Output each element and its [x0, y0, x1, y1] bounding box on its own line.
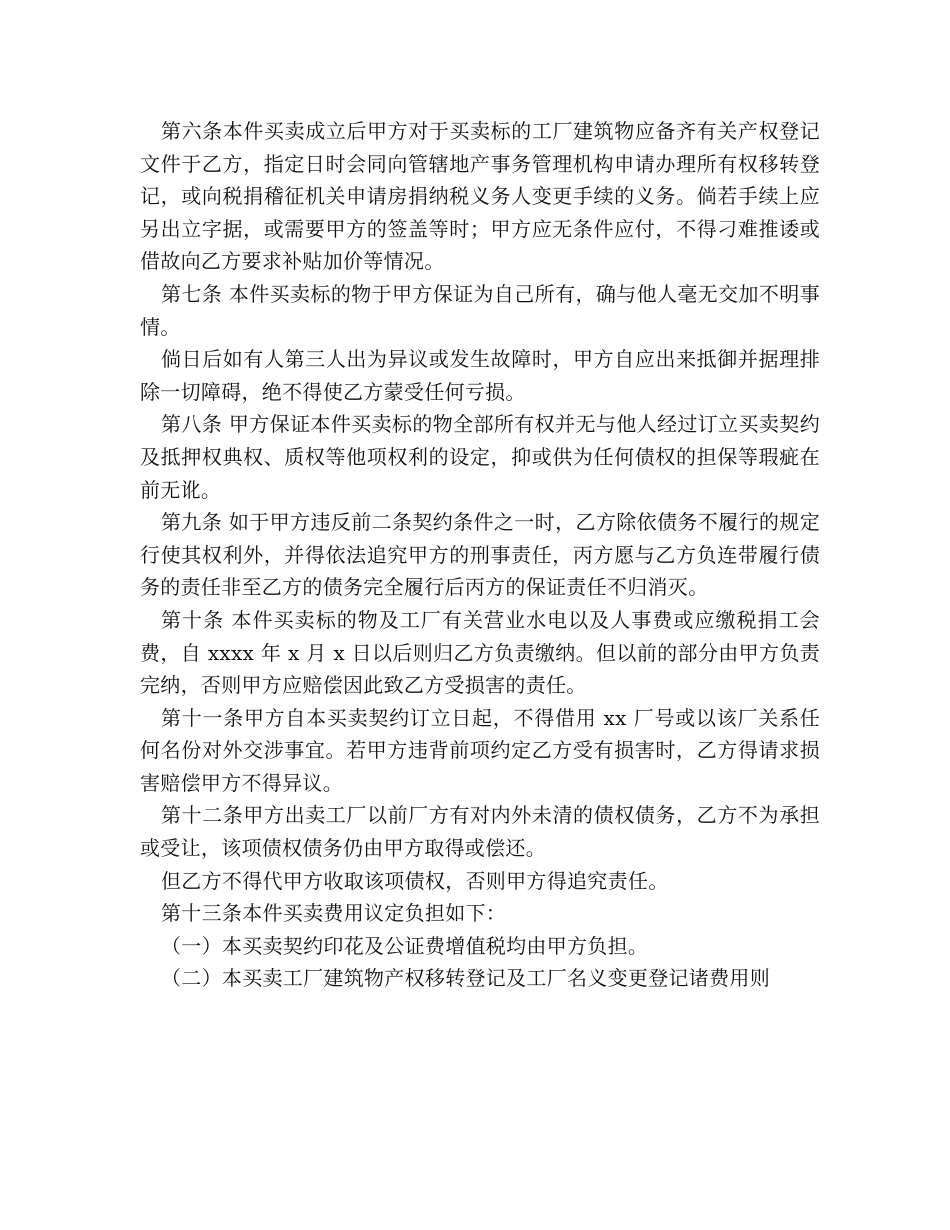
paragraph-article-10: 第十条 本件买卖标的物及工厂有关营业水电以及人事费或应缴税捐工会费，自 xxxx 年 x 月 x 日以后则归乙方负责缴纳。但以前的部分由甲方负责完纳，否则甲方应赔偿因此致乙方受损害的责任。	[140, 607, 820, 698]
paragraph-article-12-continued: 但乙方不得代甲方收取该项债权，否则甲方得追究责任。	[161, 868, 669, 893]
paragraph-article-8: 第八条 甲方保证本件买卖标的物全部所有权并无与他人经过订立买卖契约及抵押权典权、质权等他项权利的设定，抑或供为任何债权的担保等瑕疵在前无讹。	[140, 412, 820, 502]
paragraph-article-13-item-1: （一）本买卖契约印花及公证费增值税均由甲方负担。	[161, 933, 649, 958]
paragraph-article-13-item-2: （二）本买卖工厂建筑物产权移转登记及工厂名义变更登记诸费用则	[161, 966, 770, 991]
document-page	[140, 115, 820, 995]
paragraph-article-13: 第十三条本件买卖费用议定负担如下：	[161, 901, 507, 926]
paragraph-article-6: 第六条本件买卖成立后甲方对于买卖标的工厂建筑物应备齐有关产权登记文件于乙方，指定日时会同向管辖地产事务管理机构申请办理所有权移转登记，或向税捐稽征机关申请房捐纳税义务人变更手续的义务。倘若手续上应另出立字据，或需要甲方的签盖等时；甲方应无条件应付，不得刁难推诿或借故向乙方要求补贴加价等情况。	[140, 119, 820, 274]
paragraph-article-7: 第七条 本件买卖标的物于甲方保证为自己所有，确与他人毫无交加不明事情。	[140, 281, 820, 339]
paragraph-article-9: 第九条 如于甲方违反前二条契约条件之一时，乙方除依债务不履行的规定行使其权利外，并得依法追究甲方的刑事责任，丙方愿与乙方负连带履行债务的责任非至乙方的债务完全履行后丙方的保证责任不归消灭。	[140, 510, 820, 600]
paragraph-article-11: 第十一条甲方自本买卖契约订立日起，不得借用 xx 厂号或以该厂关系任何名份对外交涉事宜。若甲方违背前项约定乙方受有损害时，乙方得请求损害赔偿甲方不得异议。	[140, 705, 820, 795]
paragraph-article-7-continued: 倘日后如有人第三人出为异议或发生故障时，甲方自应出来抵御并据理排除一切障碍，绝不得使乙方蒙受任何亏损。	[140, 347, 820, 404]
paragraph-article-12: 第十二条甲方出卖工厂以前厂方有对内外未清的债权债务，乙方不为承担或受让，该项债权债务仍由甲方取得或偿还。	[140, 803, 820, 861]
